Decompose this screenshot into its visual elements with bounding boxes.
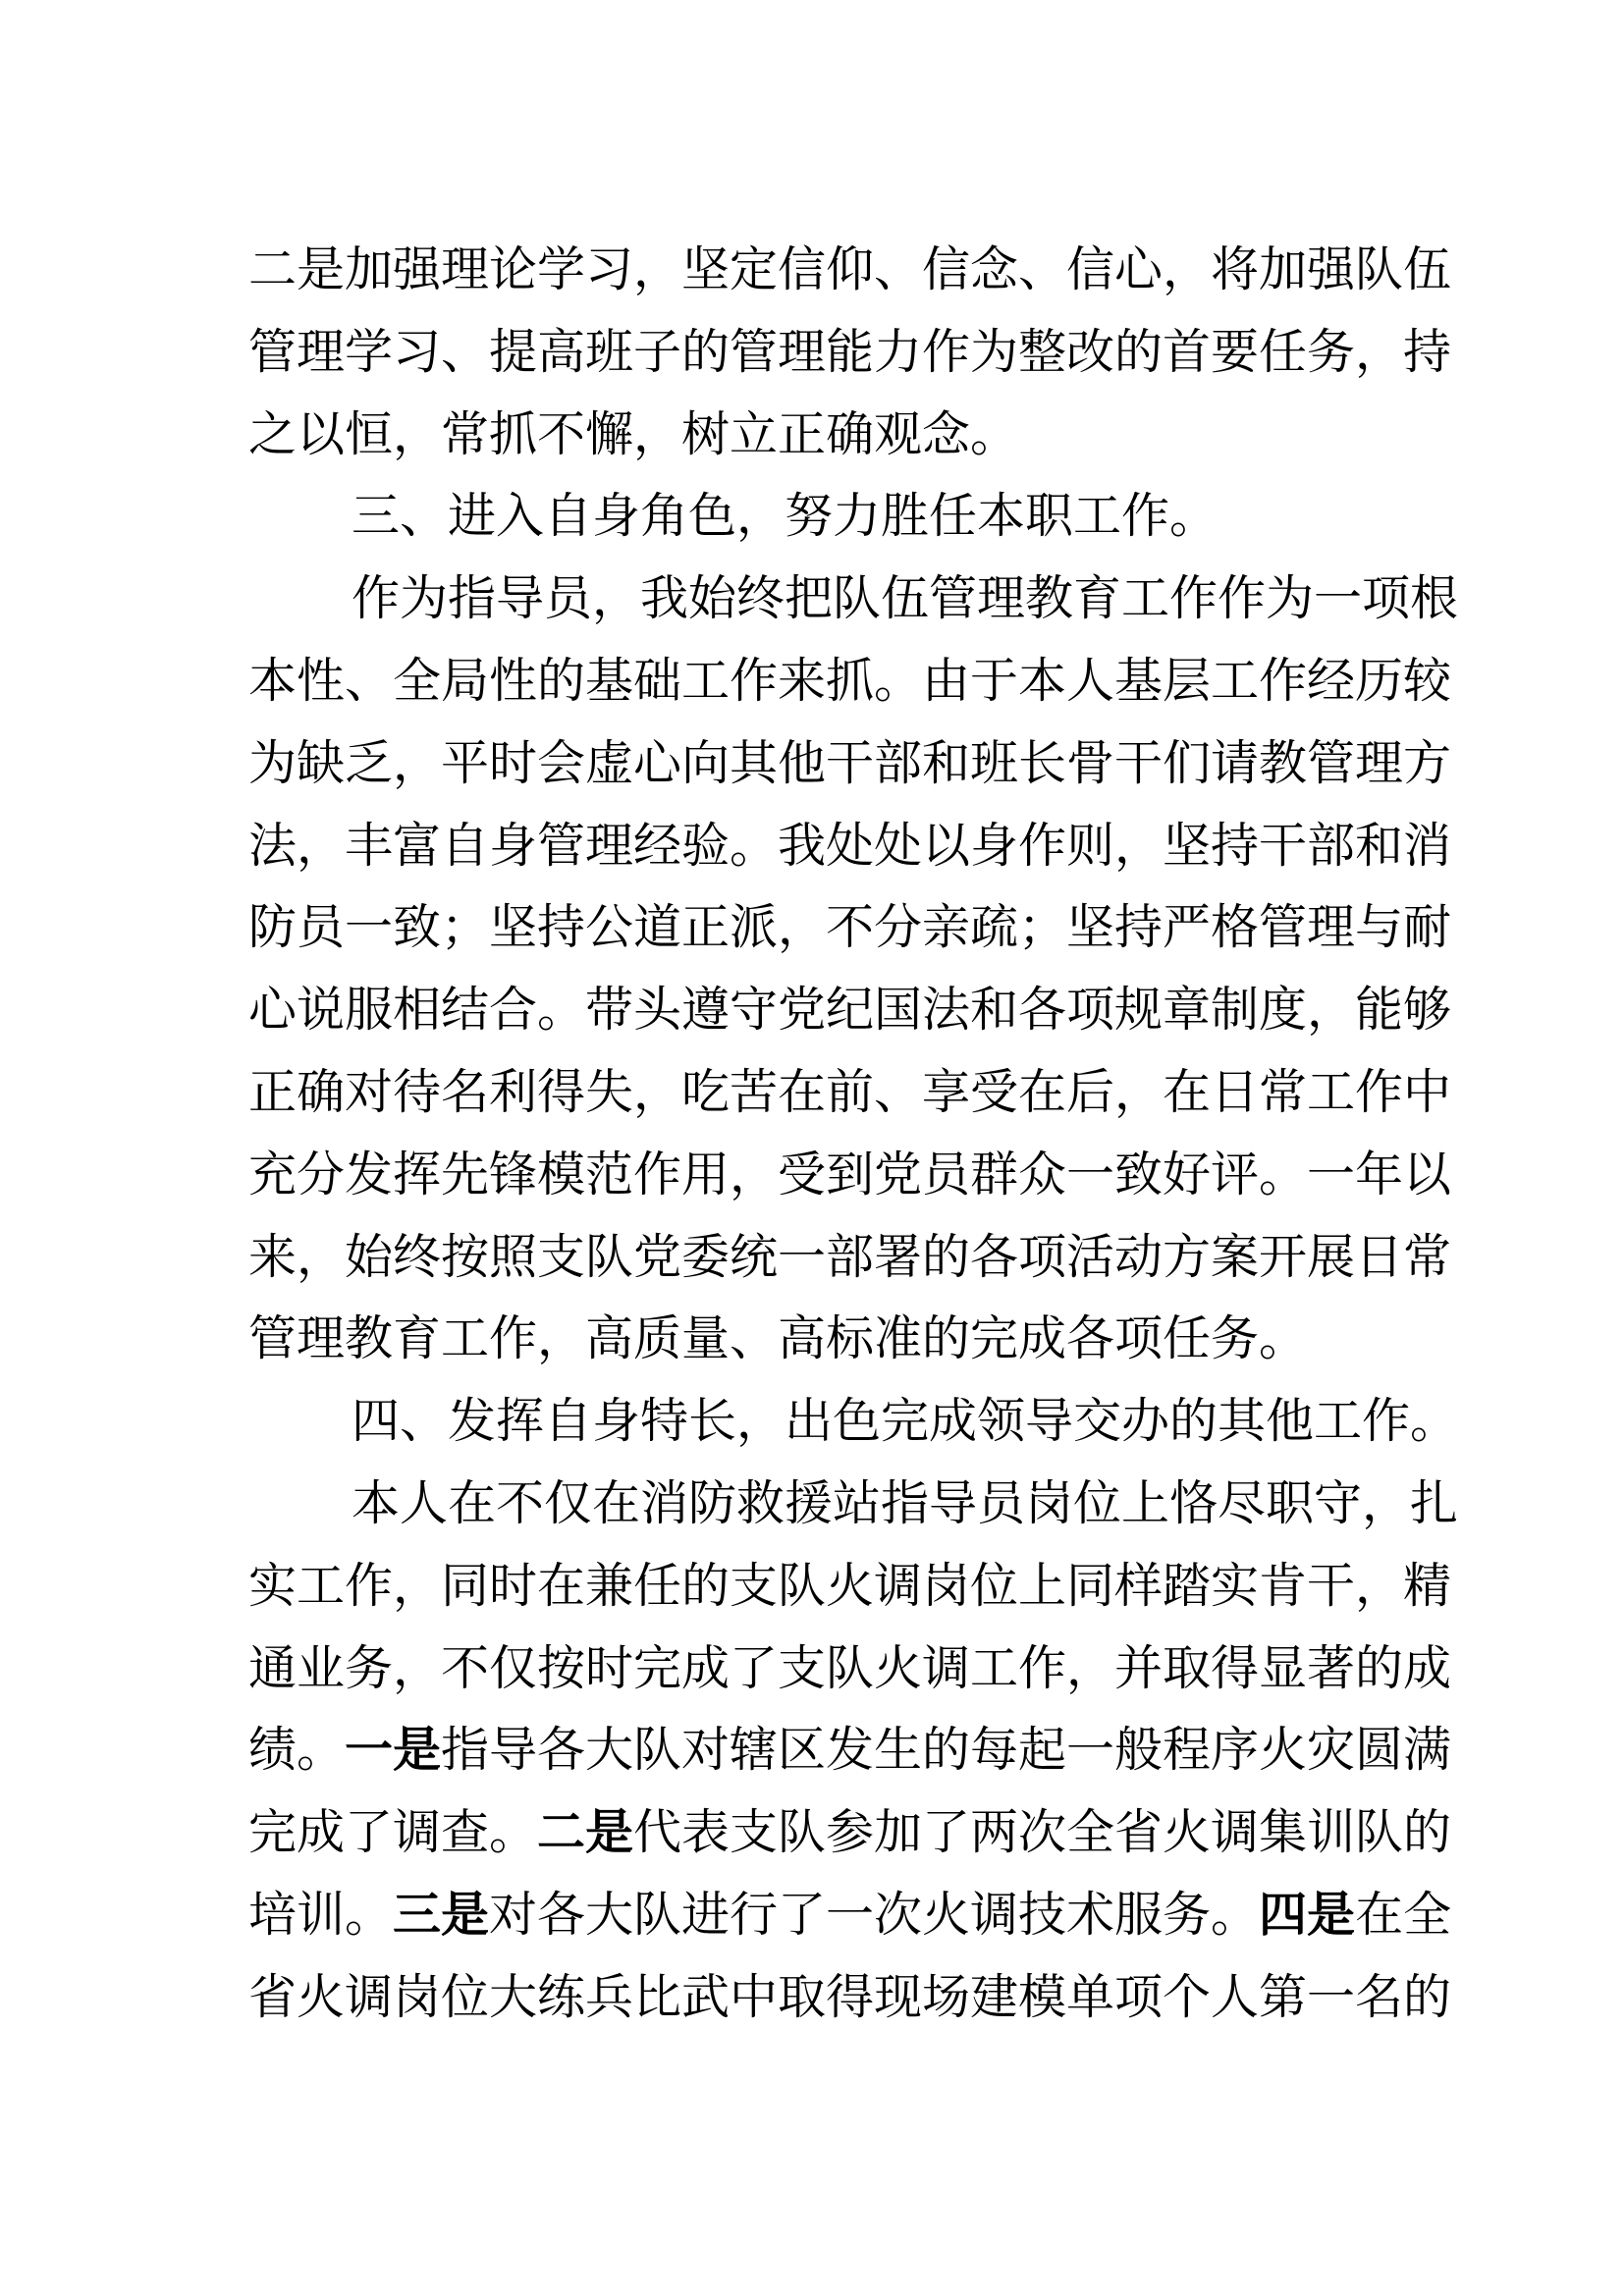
text-segment: 在全 xyxy=(1355,1886,1452,1943)
bold-text-segment: 四是 xyxy=(1259,1886,1356,1943)
text-segment: 作为指导员，我始终把队伍管理教育工作作为一项根 xyxy=(352,570,1459,627)
text-line xyxy=(248,1298,1389,1380)
text-line xyxy=(248,1380,1459,1463)
bold-text-segment: 一是 xyxy=(345,1722,442,1779)
text-line xyxy=(248,1956,1452,2039)
text-segment: 为缺乏，平时会虚心向其他干部和班长骨干们请教管理方 xyxy=(248,734,1452,791)
text-segment: 之以恒，常抓不懈，树立正确观念。 xyxy=(248,405,1019,462)
text-line xyxy=(248,229,1452,311)
text-segment: 防员一致；坚持公道正派，不分亲疏；坚持严格管理与耐 xyxy=(248,899,1452,956)
text-segment: 本人在不仅在消防救援站指导员岗位上恪尽职守，扎 xyxy=(352,1474,1459,1531)
text-line xyxy=(248,1134,1452,1216)
text-segment: 通业务，不仅按时完成了支队火调工作，并取得显著的成 xyxy=(248,1639,1452,1696)
text-line xyxy=(248,311,1452,394)
text-line xyxy=(248,1216,1452,1299)
document-body xyxy=(248,229,1459,2039)
bold-text-segment: 三是 xyxy=(393,1886,490,1943)
text-line xyxy=(248,475,1389,558)
text-segment: 正确对待名利得失，吃苦在前、享受在后，在日常工作中 xyxy=(248,1063,1452,1120)
text-line xyxy=(248,1463,1459,1545)
text-line xyxy=(248,394,1389,476)
text-segment: 四、发挥自身特长，出色完成领导交办的其他工作。 xyxy=(352,1393,1459,1450)
text-segment: 心说服相结合。带头遵守党纪国法和各项规章制度，能够 xyxy=(248,982,1452,1039)
text-segment: 完成了调查。 xyxy=(248,1804,538,1861)
text-line xyxy=(248,1709,1452,1791)
text-segment: 充分发挥先锋模范作用，受到党员群众一致好评。一年以 xyxy=(248,1146,1452,1202)
text-line xyxy=(248,969,1452,1051)
text-segment: 三、进入自身角色，努力胜任本职工作。 xyxy=(352,488,1218,545)
text-line xyxy=(248,558,1459,640)
text-line xyxy=(248,640,1452,722)
bold-text-segment: 二是 xyxy=(537,1804,634,1861)
text-line xyxy=(248,1791,1452,1874)
text-segment: 对各大队进行了一次火调技术服务。 xyxy=(489,1886,1260,1943)
text-line xyxy=(248,1545,1452,1628)
text-segment: 省火调岗位大练兵比武中取得现场建模单项个人第一名的 xyxy=(248,1968,1452,2025)
text-line xyxy=(248,805,1452,887)
text-segment: 法，丰富自身管理经验。我处处以身作则，坚持干部和消 xyxy=(248,817,1452,874)
text-line xyxy=(248,1628,1452,1710)
text-segment: 管理教育工作，高质量、高标准的完成各项任务。 xyxy=(248,1310,1308,1367)
text-segment: 培训。 xyxy=(248,1886,394,1943)
text-segment: 本性、全局性的基础工作来抓。由于本人基层工作经历较 xyxy=(248,652,1452,709)
text-segment: 二是加强理论学习，坚定信仰、信念、信心，将加强队伍 xyxy=(248,241,1452,297)
text-line xyxy=(248,722,1452,805)
text-segment: 实工作，同时在兼任的支队火调岗位上同样踏实肯干，精 xyxy=(248,1557,1452,1614)
text-line xyxy=(248,1051,1452,1134)
text-line xyxy=(248,886,1452,969)
text-segment: 绩。 xyxy=(248,1722,346,1779)
text-segment: 指导各大队对辖区发生的每起一般程序火灾圆满 xyxy=(441,1722,1452,1779)
text-line xyxy=(248,1874,1452,1956)
text-segment: 管理学习、提高班子的管理能力作为整改的首要任务，持 xyxy=(248,323,1452,380)
text-segment: 代表支队参加了两次全省火调集训队的 xyxy=(633,1804,1452,1861)
text-segment: 来，始终按照支队党委统一部署的各项活动方案开展日常 xyxy=(248,1228,1452,1285)
